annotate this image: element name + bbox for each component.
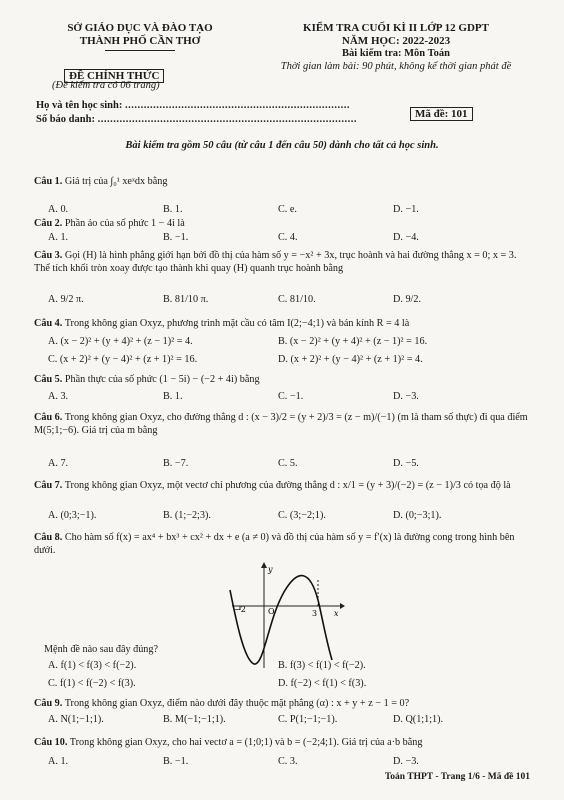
intro-line: Bài kiểm tra gồm 50 câu (từ câu 1 đến câu 50) dành cho tất cả học sinh. <box>125 140 439 151</box>
question-1: Câu 1. Giá trị của ∫₀¹ xeˣdx bằng <box>34 176 168 187</box>
question-6: Câu 6. Trong không gian Oxyz, cho đường thẳng d : (x − 3)/2 = (y + 2)/3 = (z − m)/(−1) (m là tham số thực) đi qua điểm M(5;1;−6). Giá trị của m bằng <box>34 412 528 436</box>
name-label: Họ và tên học sinh: <box>36 100 125 111</box>
question-8: Câu 8. Cho hàm số f(x) = ax⁴ + bx³ + cx² + dx + e (a ≠ 0) và đồ thị của hàm số y = f′(x) là đường cong trong hình bên dưới. <box>34 532 515 556</box>
tick-label-neg2: −2 <box>234 605 246 614</box>
subject: Bài kiểm tra: Môn Toán <box>342 48 450 59</box>
origin-label: O <box>268 607 275 616</box>
question-7: Câu 7. Trong không gian Oxyz, một vectơ chỉ phương của đường thẳng d : x/1 = (y + 3)/(−2) = (z − 1)/3 có tọa độ là <box>34 480 511 491</box>
header-divider <box>105 50 175 51</box>
question-4: Câu 4. Trong không gian Oxyz, phương trình mặt cầu có tâm I(2;−4;1) và bán kính R = 4 là <box>34 318 410 329</box>
tick-label-3: 3 <box>312 609 318 618</box>
pages-note: (Đề kiểm tra có 06 trang) <box>52 80 160 91</box>
id-row: Số báo danh: ................................................................................... <box>36 114 357 125</box>
question-2: Câu 2. Phần ảo của số phức 1 − 4i là <box>34 218 185 229</box>
y-axis-label: y <box>268 565 273 574</box>
school-year: NĂM HỌC: 2022-2023 <box>341 35 451 47</box>
derivative-graph <box>226 560 346 672</box>
page-footer: Toán THPT - Trang 1/6 - Mã đề 101 <box>384 772 530 782</box>
question-10: Câu 10. Trong không gian Oxyz, cho hai vectơ a = (1;0;1) và b = (−2;4;1). Giá trị của a·b bằng <box>34 737 423 748</box>
question-8-prompt: Mệnh đề nào sau đây đúng? <box>44 644 159 655</box>
exam-code: Mã đề: 101 <box>410 107 473 121</box>
exam-title: KIỂM TRA CUỐI KÌ II LỚP 12 GDPT <box>303 22 489 34</box>
header-left <box>40 22 240 48</box>
dept-line1: SỞ GIÁO DỤC VÀ ĐÀO TẠO <box>67 22 213 34</box>
x-axis-arrow <box>340 603 345 609</box>
y-axis-arrow <box>261 562 267 568</box>
question-9: Câu 9. Trong không gian Oxyz, điểm nào dưới đây thuộc mặt phẳng (α) : x + y + z − 1 = 0? <box>34 698 410 709</box>
header-right <box>246 22 546 73</box>
derivative-curve <box>230 576 332 664</box>
dept-line2: THÀNH PHỐ CẦN THƠ <box>79 35 201 47</box>
question-3: Câu 3. Gọi (H) là hình phẳng giới hạn bởi đồ thị của hàm số y = −x² + 3x, trục hoành và hai đường thẳng x = 0; x = 3. Thể tích khối tròn xoay được tạo thành khi quay (H) quanh trục hoành bằng <box>34 250 517 274</box>
question-5: Câu 5. Phần thực của số phức (1 − 5i) − (−2 + 4i) bằng <box>34 374 260 385</box>
name-row: Họ và tên học sinh: ........................................................................ <box>36 100 350 111</box>
official-label: ĐỀ CHÍNH THỨC <box>64 69 164 83</box>
time-note: Thời gian làm bài: 90 phút, không kể thời gian phát đề <box>280 60 512 72</box>
x-axis-label: x <box>334 609 339 618</box>
id-label: Số báo danh: <box>36 114 98 125</box>
